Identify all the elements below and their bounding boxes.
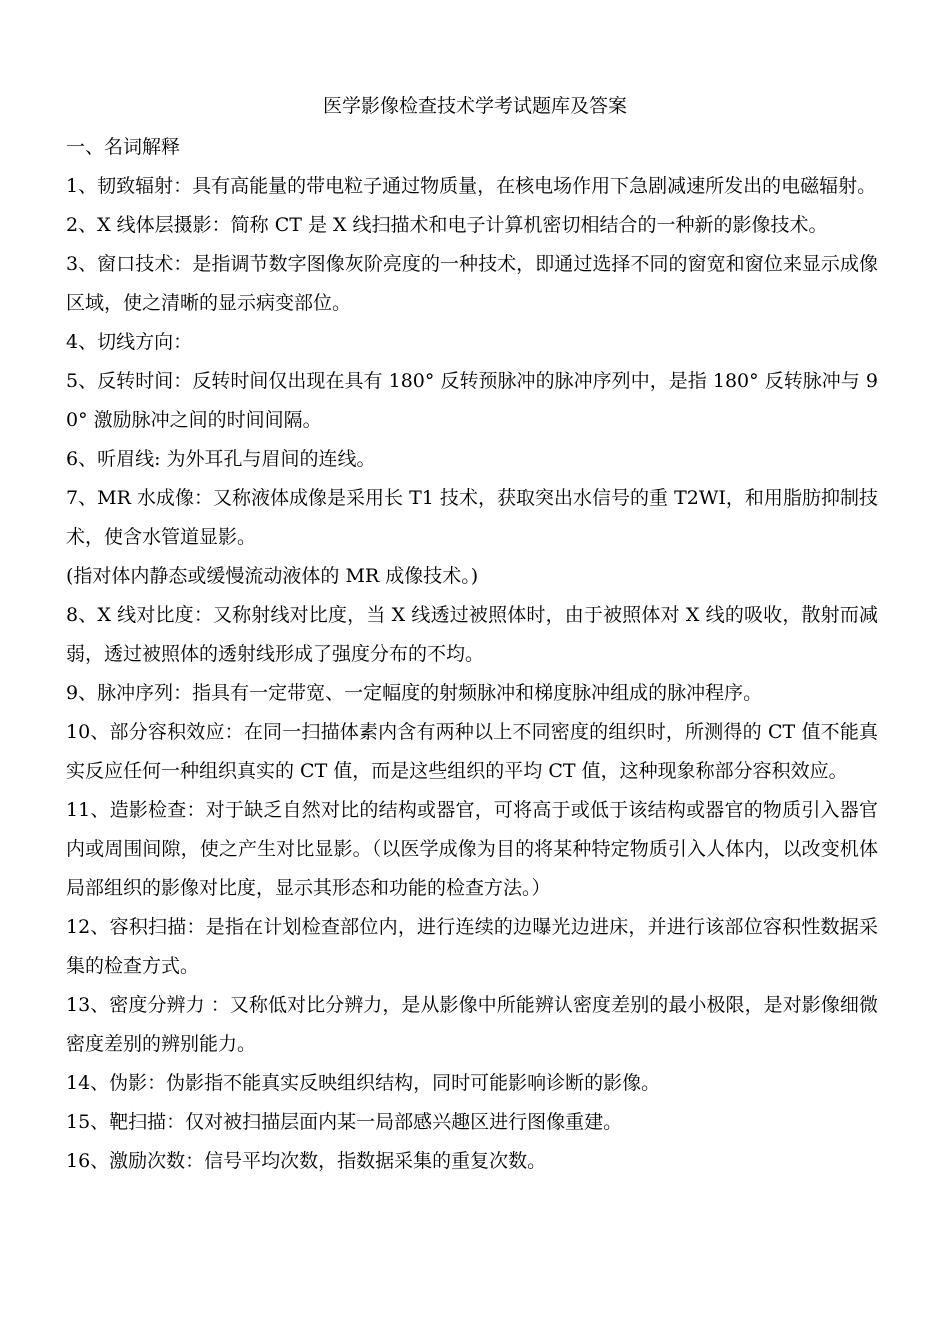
term-paragraph: 9、脉冲序列：指具有一定带宽、一定幅度的射频脉冲和梯度脉冲组成的脉冲程序。 [66, 682, 763, 704]
term-paragraph: 1、韧致辐射：具有高能量的带电粒子通过物质量，在核电场作用下急剧减速所发出的电磁辐射。 [66, 175, 877, 197]
document-title: 医学影像检查技术学考试题库及答案 [322, 95, 627, 117]
section-heading: 一、名词解释 [66, 136, 181, 158]
term-paragraph: 6、听眉线: 为外耳孔与眉间的连线。 [66, 448, 376, 470]
document-body [66, 128, 878, 1181]
term-paragraph: 12、容积扫描：是指在计划检查部位内，进行连续的边曝光边进床，并进行该部位容积性数据采集的检查方式。 [66, 916, 878, 977]
term-paragraph: 7、MR 水成像：又称液体成像是采用长 T1 技术，获取突出水信号的重 T2WI，和用脂肪抑制技术，使含水管道显影。 [66, 487, 878, 548]
term-paragraph: 3、窗口技术：是指调节数字图像灰阶亮度的一种技术，即通过选择不同的窗宽和窗位来显示成像区域，使之清晰的显示病变部位。 [66, 253, 878, 314]
term-paragraph: 13、密度分辨力 ：又称低对比分辨力，是从影像中所能辨认密度差别的最小极限，是对影像细微密度差别的辨别能力。 [66, 994, 878, 1055]
term-paragraph: 4、切线方向： [66, 331, 193, 353]
term-note: (指对体内静态或缓慢流动液体的 MR 成像技术。) [66, 565, 479, 587]
term-paragraph: 16、激励次数：信号平均次数，指数据采集的重复次数。 [66, 1150, 547, 1172]
term-paragraph: 5、反转时间：反转时间仅出现在具有 180° 反转预脉冲的脉冲序列中，是指 180° 反转脉冲与 90° 激励脉冲之间的时间间隔。 [66, 370, 878, 431]
term-paragraph: 11、造影检查：对于缺乏自然对比的结构或器官，可将高于或低于该结构或器官的物质引入器官内或周围间隙，使之产生对比显影。（以医学成像为目的将某种特定物质引入人体内，以改变机体局部组织的影像对比度，显示其形态和功能的检查方法。） [66, 799, 878, 899]
term-paragraph: 10、部分容积效应：在同一扫描体素内含有两种以上不同密度的组织时，所测得的 CT 值不能真实反应任何一种组织真实的 CT 值，而是这些组织的平均 CT 值，这种现象称部分容积效应。 [66, 721, 878, 782]
term-paragraph: 8、X 线对比度：又称射线对比度，当 X 线透过被照体时，由于被照体对 X 线的吸收，散射而减弱，透过被照体的透射线形成了强度分布的不均。 [66, 604, 878, 665]
term-paragraph: 14、伪影：伪影指不能真实反映组织结构，同时可能影响诊断的影像。 [66, 1072, 661, 1094]
term-paragraph: 2、X 线体层摄影：简称 CT 是 X 线扫描术和电子计算机密切相结合的一种新的影像技术。 [66, 214, 828, 236]
term-paragraph: 15、靶扫描：仅对被扫描层面内某一局部感兴趣区进行图像重建。 [66, 1111, 623, 1133]
